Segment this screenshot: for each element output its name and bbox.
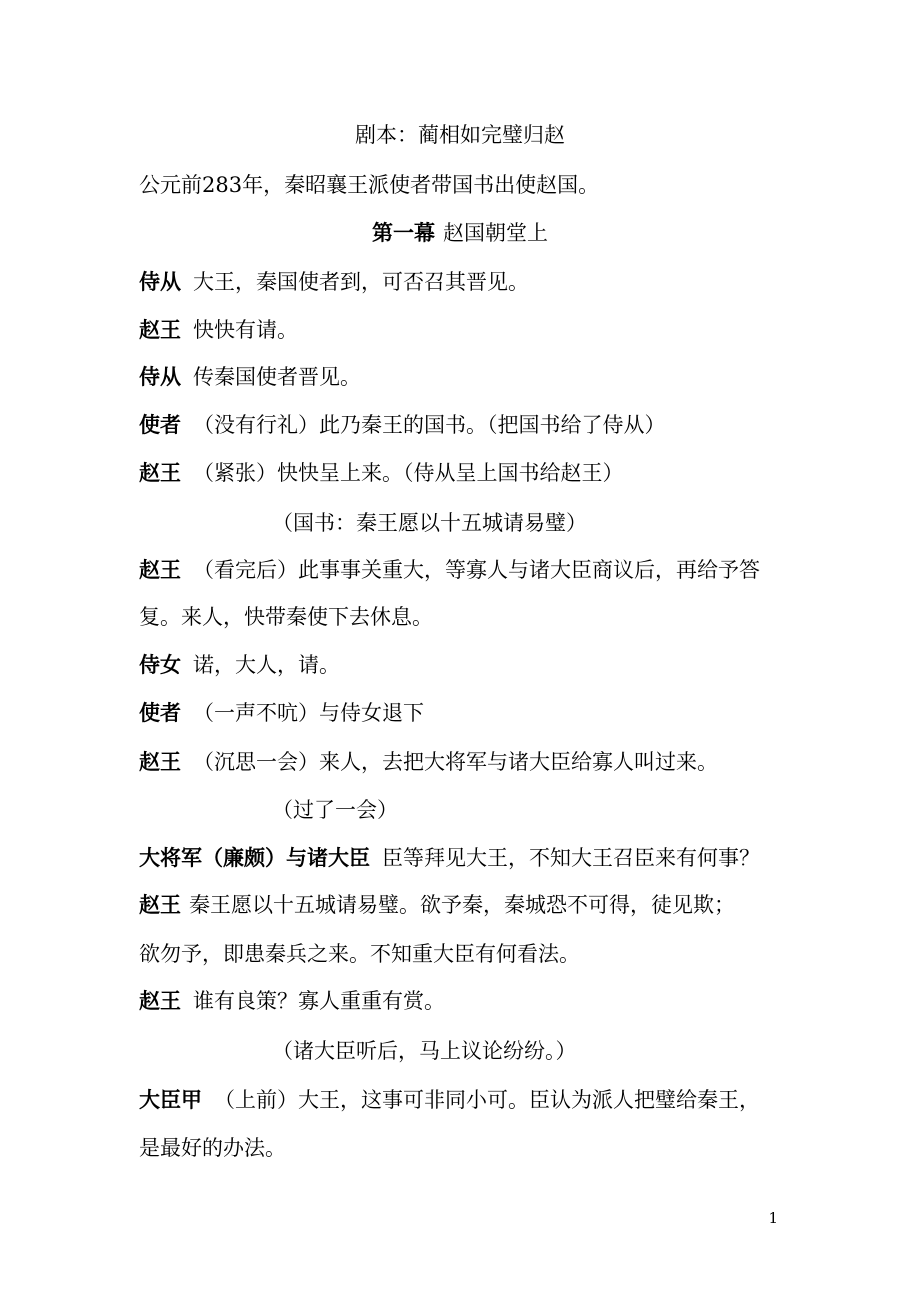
scene-setting: 赵国朝堂上 <box>443 221 548 245</box>
dialogue-text: （沉思一会）来人，去把大将军与诸大臣给寡人叫过来。 <box>193 750 718 774</box>
speaker-name: 赵王 <box>139 749 181 774</box>
dialogue-text: 大王，秦国使者到，可否召其晋见。 <box>193 270 529 294</box>
dialogue-line <box>139 747 799 777</box>
dialogue-line <box>139 650 799 680</box>
dialogue-text: （没有行礼）此乃秦王的国书。（把国书给了侍从） <box>193 413 666 437</box>
scene-heading <box>0 218 920 248</box>
speaker-name: 侍从 <box>139 269 181 294</box>
dialogue-text: （一声不吭）与侍女退下 <box>193 701 424 725</box>
stage-direction: （诸大臣听后，马上议论纷纷。） <box>272 1039 577 1063</box>
dialogue-text: （上前）大王，这事可非同小可。臣认为派人把璧给秦王， <box>214 1088 760 1112</box>
page-number: 1 <box>768 1209 778 1227</box>
dialogue-line <box>139 458 799 488</box>
dialogue-continuation: 复。来人，快带秦使下去休息。 <box>139 605 433 629</box>
speaker-name: 大臣甲 <box>139 1087 202 1112</box>
stage-direction: （国书：秦王愿以十五城请易璧） <box>272 511 587 535</box>
dialogue-text: （看完后）此事事关重大，等寡人与诸大臣商议后，再给予答 <box>193 558 760 582</box>
intro-paragraph: 公元前283年，秦昭襄王派使者带国书出使赵国。 <box>139 173 600 197</box>
dialogue-text: 秦王愿以十五城请易璧。欲予秦，秦城恐不可得，徒见欺； <box>189 893 735 917</box>
dialogue-line <box>139 1085 799 1115</box>
dialogue-line <box>139 315 799 345</box>
dialogue-text: 传秦国使者晋见。 <box>193 365 361 389</box>
dialogue-text: 快快有请。 <box>193 318 298 342</box>
speaker-name: 赵王 <box>139 317 181 342</box>
speaker-name: 赵王 <box>139 557 181 582</box>
dialogue-continuation: 欲勿予，即患秦兵之来。不知重大臣有何看法。 <box>139 942 580 966</box>
dialogue-line <box>139 555 799 585</box>
speaker-name: 使者 <box>139 412 181 437</box>
dialogue-line <box>139 267 799 297</box>
speaker-name: 侍女 <box>139 652 181 677</box>
dialogue-text: （紧张）快快呈上来。（侍从呈上国书给赵王） <box>193 461 624 485</box>
dialogue-text: 谁有良策？寡人重重有赏。 <box>193 989 445 1013</box>
dialogue-line <box>139 698 799 728</box>
speaker-name: 侍从 <box>139 364 181 389</box>
speaker-name: 使者 <box>139 700 181 725</box>
dialogue-continuation: 是最好的办法。 <box>139 1136 286 1160</box>
dialogue-line <box>139 843 799 873</box>
dialogue-text: 臣等拜见大王，不知大王召臣来有何事？ <box>382 846 760 870</box>
dialogue-line <box>139 362 799 392</box>
script-title: 剧本：蔺相如完璧归赵 <box>355 123 565 147</box>
dialogue-line <box>139 986 799 1016</box>
speaker-name: 赵王 <box>139 988 181 1013</box>
speaker-name: 大将军（廉颇）与诸大臣 <box>139 845 370 870</box>
dialogue-text: 诺，大人，请。 <box>193 653 340 677</box>
stage-direction: （过了一会） <box>272 798 398 822</box>
speaker-name: 赵王 <box>139 460 181 485</box>
dialogue-line <box>139 410 799 440</box>
speaker-name: 赵王 <box>139 892 181 917</box>
dialogue-line <box>139 890 799 920</box>
scene-label: 第一幕 <box>372 220 435 245</box>
